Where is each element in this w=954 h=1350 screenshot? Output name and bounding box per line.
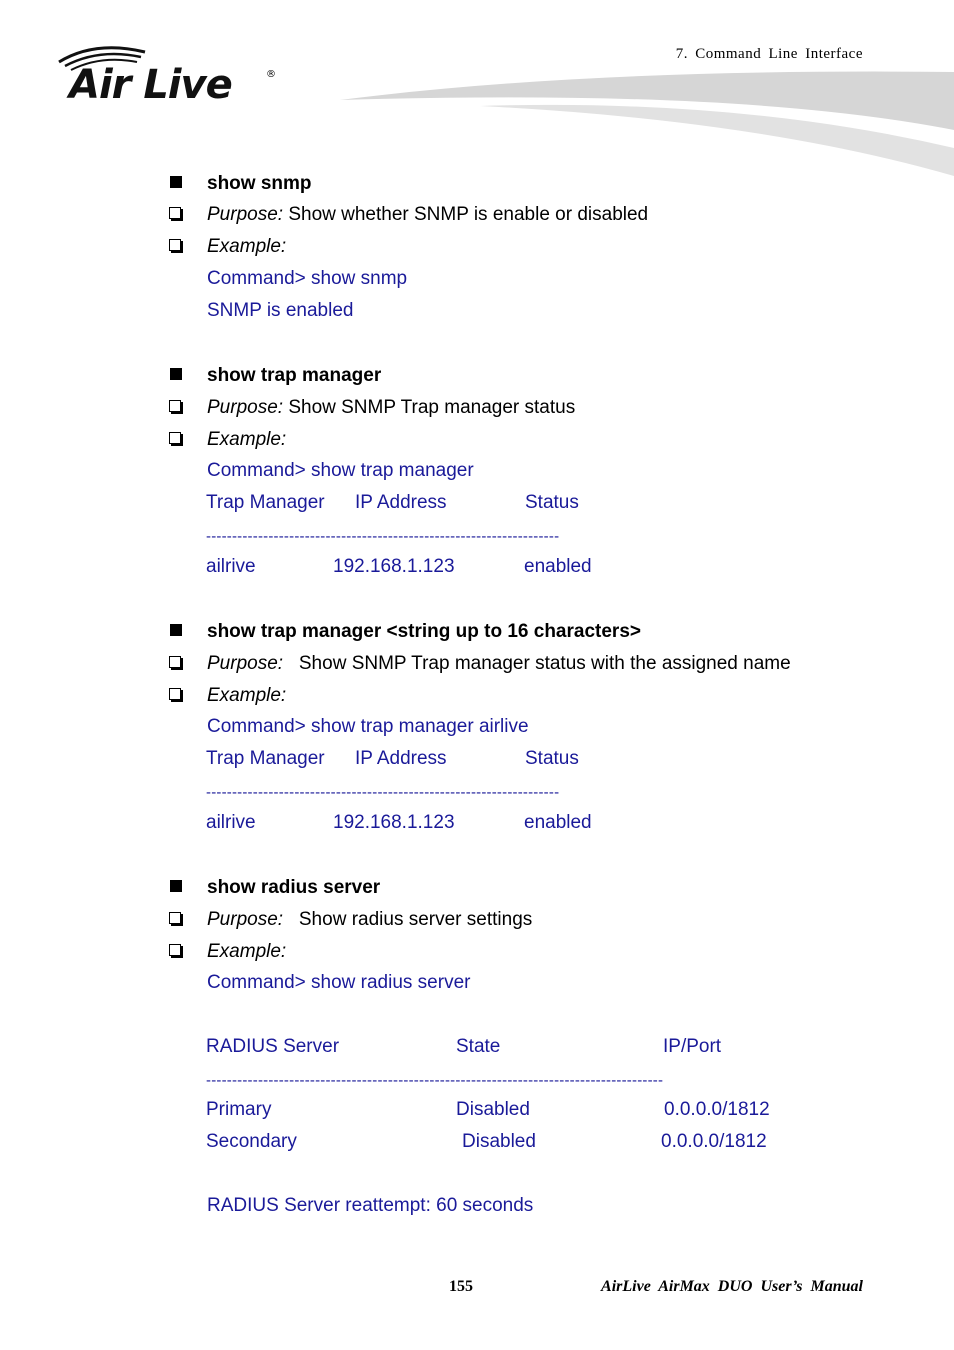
section-bullet-icon bbox=[170, 880, 182, 892]
header-swoosh-decoration bbox=[340, 68, 954, 180]
table-cell: ailrive bbox=[206, 556, 256, 577]
table-cell: enabled bbox=[524, 812, 592, 833]
purpose-label: Purpose: bbox=[207, 909, 284, 930]
table-header-cell: IP Address bbox=[355, 492, 447, 513]
example-label: Example: bbox=[207, 685, 287, 706]
command-line: Command> show snmp bbox=[207, 268, 408, 289]
section-title: show trap manager bbox=[207, 365, 382, 386]
purpose-text: Show whether SNMP is enable or disabled bbox=[283, 204, 649, 225]
example-label: Example: bbox=[207, 429, 287, 450]
table-cell: 192.168.1.123 bbox=[333, 556, 455, 577]
table-header-cell: Trap Manager bbox=[206, 748, 325, 769]
table-header-cell: Trap Manager bbox=[206, 492, 325, 513]
example-label: Example: bbox=[207, 236, 287, 257]
table-header-cell: IP/Port bbox=[663, 1036, 722, 1057]
table-header-cell: Status bbox=[525, 748, 579, 769]
table-cell: 0.0.0.0/1812 bbox=[661, 1131, 767, 1152]
checkbox-bullet-icon bbox=[169, 400, 181, 412]
table-cell: ailrive bbox=[206, 812, 256, 833]
purpose-line bbox=[207, 653, 791, 675]
table-cell: Secondary bbox=[206, 1131, 297, 1152]
manual-title: AirLive AirMax DUO User’s Manual bbox=[601, 1278, 863, 1295]
section-title: show trap manager <string up to 16 characters> bbox=[207, 621, 641, 642]
checkbox-bullet-icon bbox=[169, 656, 181, 668]
purpose-line bbox=[207, 204, 648, 226]
command-line: Command> show trap manager airlive bbox=[207, 716, 529, 737]
purpose-label: Purpose: bbox=[207, 204, 284, 225]
table-header-cell: State bbox=[456, 1036, 501, 1057]
purpose-label: Purpose: bbox=[207, 653, 284, 674]
command-line: Command> show trap manager bbox=[207, 460, 474, 481]
command-output: SNMP is enabled bbox=[207, 300, 354, 321]
page-number: 155 bbox=[449, 1278, 473, 1295]
table-cell: Disabled bbox=[456, 1099, 530, 1120]
section-bullet-icon bbox=[170, 368, 182, 380]
table-header-cell: RADIUS Server bbox=[206, 1036, 340, 1057]
purpose-line bbox=[207, 909, 532, 931]
radius-reattempt: RADIUS Server reattempt: 60 seconds bbox=[207, 1195, 534, 1216]
table-divider: -------------------------------------------------------------------- bbox=[206, 528, 560, 545]
logo-text: Air Live bbox=[69, 62, 232, 108]
purpose-line bbox=[207, 397, 575, 419]
table-cell: enabled bbox=[524, 556, 592, 577]
table-divider: -------------------------------------------------------------------- bbox=[206, 784, 560, 801]
table-header-cell: Status bbox=[525, 492, 579, 513]
table-cell: Primary bbox=[206, 1099, 272, 1120]
checkbox-bullet-icon bbox=[169, 239, 181, 251]
airlive-logo bbox=[55, 42, 285, 112]
purpose-text: Show radius server settings bbox=[283, 909, 533, 930]
purpose-label: Purpose: bbox=[207, 397, 284, 418]
checkbox-bullet-icon bbox=[169, 912, 181, 924]
section-bullet-icon bbox=[170, 624, 182, 636]
table-divider: ---------------------------------------------------------------------------------------- bbox=[206, 1072, 664, 1089]
table-cell: 192.168.1.123 bbox=[333, 812, 455, 833]
command-line: Command> show radius server bbox=[207, 972, 471, 993]
table-header-cell: IP Address bbox=[355, 748, 447, 769]
section-title: show snmp bbox=[207, 173, 312, 194]
table-cell: 0.0.0.0/1812 bbox=[664, 1099, 770, 1120]
table-cell: Disabled bbox=[462, 1131, 536, 1152]
registered-mark: ® bbox=[266, 69, 276, 80]
chapter-title: 7. Command Line Interface bbox=[675, 46, 863, 62]
example-label: Example: bbox=[207, 941, 287, 962]
checkbox-bullet-icon bbox=[169, 688, 181, 700]
purpose-text: Show SNMP Trap manager status with the assigned name bbox=[283, 653, 791, 674]
checkbox-bullet-icon bbox=[169, 432, 181, 444]
purpose-text: Show SNMP Trap manager status bbox=[283, 397, 576, 418]
checkbox-bullet-icon bbox=[169, 207, 181, 219]
section-bullet-icon bbox=[170, 176, 182, 188]
checkbox-bullet-icon bbox=[169, 944, 181, 956]
section-title: show radius server bbox=[207, 877, 381, 898]
